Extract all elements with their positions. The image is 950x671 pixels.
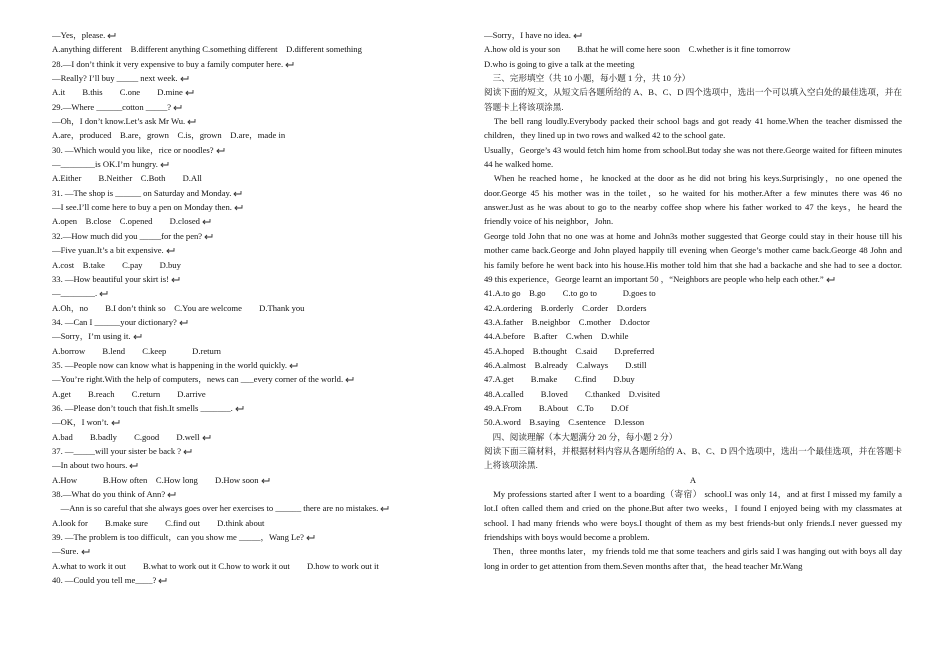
paragraph-mark-icon <box>572 32 582 39</box>
text-line: A.bad B.badly C.good D.well <box>52 430 447 444</box>
paragraph-mark-icon <box>215 147 225 154</box>
text-line: —Yes，please. <box>52 28 447 42</box>
paragraph-mark-icon <box>305 534 315 541</box>
paragraph-mark-icon <box>233 204 243 211</box>
cloze-paragraph: When he reached home，he knocked at the door as he did not bring his keys.Surprisingly，no one opened the door.George 45 his mother was in the toilet，so he waited for his mother.After a few minutes there was 46 no answer.Just as he was about to go to the nearby coffee shop where his father worked to 47 the keys，he heard the friendly voice of his neighbor，John. <box>484 173 902 227</box>
reading-paragraph: Then，three months later，my friends told me that some teachers and girls said I was hanging out with boys all day long in order to get attention from them.Seven months after that，the head teacher Mr.Wang <box>484 546 902 571</box>
paragraph-mark-icon <box>182 448 192 455</box>
paragraph-mark-icon <box>178 319 188 326</box>
paragraph-mark-icon <box>98 290 108 297</box>
cloze-option: 49.A.From B.About C.To D.Of <box>484 402 629 413</box>
cloze-option: 50.A.word B.saying C.sentence D.lesson <box>484 417 645 428</box>
text-line: 31. —The shop is ______ on Saturday and Monday. <box>52 186 447 200</box>
paragraph-mark-icon <box>159 161 169 168</box>
paragraph-mark-icon <box>201 434 211 441</box>
text-line: 38.—What do you think of Ann? <box>52 487 447 501</box>
text-line: A.Oh，no B.I don’t think so C.You are welcome D.Thank you <box>52 302 305 313</box>
paragraph-mark-icon <box>344 376 354 383</box>
paragraph-mark-icon <box>825 276 835 283</box>
paragraph-mark-icon <box>157 577 167 584</box>
paragraph-mark-icon <box>132 333 142 340</box>
text-line: 35. —People now can know what is happening in the world quickly. <box>52 358 447 372</box>
paragraph-mark-icon <box>260 477 270 484</box>
text-line: 40. —Could you tell me____? <box>52 573 447 587</box>
paragraph-mark-icon <box>106 32 116 39</box>
paragraph-mark-icon <box>203 233 213 240</box>
section-heading-cloze: 三、完形填空（共 10 小题，每小题 1 分，共 10 分） <box>484 73 691 84</box>
left-column <box>52 28 447 587</box>
right-column <box>484 28 902 573</box>
text-line: —Sorry，I’m using it. <box>52 329 447 343</box>
paragraph-mark-icon <box>284 61 294 68</box>
paragraph-mark-icon <box>234 405 244 412</box>
text-line: —________is OK.I’m hungry. <box>52 157 447 171</box>
text-line: A.cost B.take C.pay D.buy <box>52 259 181 270</box>
text-line: 34. —Can I ______your dictionary? <box>52 315 447 329</box>
text-line: A.borrow B.lend C.keep D.return <box>52 345 221 356</box>
paragraph-mark-icon <box>184 89 194 96</box>
text-line: A.it B.this C.one D.mine <box>52 85 447 99</box>
cloze-paragraph: George told John that no one was at home and John3s mother suggested that George could stay in their house till his mother came back.George and John played happily till evening when George’s mother came back.George 48 John and his family before he went back into his house.His mother told him that she had a backache and she had to see a doctor. 49 this experience，George learnt an important 50 ，“Neighbors are people who help each other.” <box>484 230 902 284</box>
cloze-instructions: 阅读下面的短文，从短文后各题所给的 A、B、C、D 四个选项中，选出一个可以填入空白处的最佳选项，并在答题卡上将该项涂黑. <box>484 87 902 112</box>
cloze-option: 47.A.get B.make C.find D.buy <box>484 374 635 385</box>
paragraph-mark-icon <box>110 419 120 426</box>
text-line: 28.—I don’t think it very expensive to buy a family computer here. <box>52 57 447 71</box>
text-line: 30. —Which would you like，rice or noodles? <box>52 143 447 157</box>
paragraph-mark-icon <box>288 362 298 369</box>
cloze-option: 44.A.before B.after C.when D.while <box>484 331 629 342</box>
text-line: A.what to work it out B.what to work out it C.how to work it out D.how to work out it <box>52 560 379 571</box>
text-line: —Really? I’ll buy _____ next week. <box>52 71 447 85</box>
text-line: —You’re right.With the help of computers，news can ___every corner of the world. <box>52 372 447 386</box>
text-line: —Sorry，I have no idea. <box>484 28 902 42</box>
text-line: 32.—How much did you _____for the pen? <box>52 229 447 243</box>
paragraph-mark-icon <box>128 462 138 469</box>
cloze-paragraph: Usually，George’s 43 would fetch him home from school.But today she was not there.George waited for fifteen minutes 44 he walked home. <box>484 144 902 170</box>
text-line: 37. —_____will your sister be back ? <box>52 444 447 458</box>
text-line: —Five yuan.It’s a bit expensive. <box>52 243 447 257</box>
text-line: —I see.I’ll come here to buy a pen on Monday then. <box>52 200 447 214</box>
text-line: —OK，I won’t. <box>52 415 447 429</box>
text-line: A.get B.reach C.return D.arrive <box>52 388 206 399</box>
text-line: —Ann is so careful that she always goes over her exercises to ______ there are no mistakes. <box>52 501 447 515</box>
paragraph-mark-icon <box>172 104 182 111</box>
paragraph-mark-icon <box>201 218 211 225</box>
text-line: A.Either B.Neither C.Both D.All <box>52 173 202 184</box>
reading-paragraph: My professions started after I went to a boarding（寄宿） school.I was only 14，and at first I missed my family a lot.I often called them and cried on the phone.But after two weeks，I found I enjoyed being with my classmates at school. I had many friends who were boys.I thought of them as my best friends-but only friends.I never guessed my friendships with boys would become a problem. <box>484 489 902 543</box>
paragraph-mark-icon <box>80 548 90 555</box>
passage-label: A <box>689 474 697 485</box>
section-heading-reading: 四、阅读理解（本大题满分 20 分，每小题 2 分） <box>484 431 678 442</box>
paragraph-mark-icon <box>170 276 180 283</box>
cloze-option: 43.A.father B.neighbor C.mother D.doctor <box>484 316 650 327</box>
paragraph-mark-icon <box>186 118 196 125</box>
cloze-option: 45.A.hoped B.thought C.said D.preferred <box>484 345 655 356</box>
cloze-paragraph: The bell rang loudly.Everybody packed their school bags and got ready 41 home.When the teacher dismissed the children，they lined up in two rows and walked 42 to the school gate. <box>484 116 902 141</box>
cloze-option: 42.A.ordering B.orderly C.order D.orders <box>484 302 647 313</box>
text-line: D.who is going to give a talk at the meeting <box>484 58 635 69</box>
paragraph-mark-icon <box>166 491 176 498</box>
cloze-option: 46.A.almost B.already C.always D.still <box>484 359 647 370</box>
text-line: 36. —Please don’t touch that fish.It smells _______. <box>52 401 447 415</box>
cloze-option: 48.A.called B.loved C.thanked D.visited <box>484 388 660 399</box>
paragraph-mark-icon <box>165 247 175 254</box>
paragraph-mark-icon <box>179 75 189 82</box>
text-line: —In about two hours. <box>52 458 447 472</box>
paragraph-mark-icon <box>379 505 389 512</box>
text-line: —Oh，I don’t know.Let’s ask Mr Wu. <box>52 114 447 128</box>
text-line: A.are，produced B.are，grown C.is，grown D.are，made in <box>52 130 286 141</box>
text-line: A.anything different B.different anything C.something different D.different something <box>52 44 362 55</box>
paragraph-mark-icon <box>232 190 242 197</box>
text-line: A.look for B.make sure C.find out D.think about <box>52 517 265 528</box>
text-line: 39. —The problem is too difficult，can you show me _____，Wang Le? <box>52 530 447 544</box>
text-line: —Sure. <box>52 544 447 558</box>
reading-instructions: 阅读下面三篇材料，并根据材料内容从各题所给的 A、B、C、D 四个选项中，选出一个最佳选项，并在答题卡上将该项涂黑. <box>484 445 902 471</box>
text-line: 33. —How beautiful your skirt is! <box>52 272 447 286</box>
cloze-option: 41.A.to go B.go C.to go to D.goes to <box>484 288 656 299</box>
text-line: A.How B.How often C.How long D.How soon <box>52 473 447 487</box>
text-line: —________. <box>52 286 447 300</box>
text-line: A.how old is your son B.that he will come here soon C.whether is it fine tomorrow <box>484 44 791 55</box>
text-line: 29.—Where ______cotton _____? <box>52 100 447 114</box>
text-line: A.open B.close C.opened D.closed <box>52 214 447 228</box>
